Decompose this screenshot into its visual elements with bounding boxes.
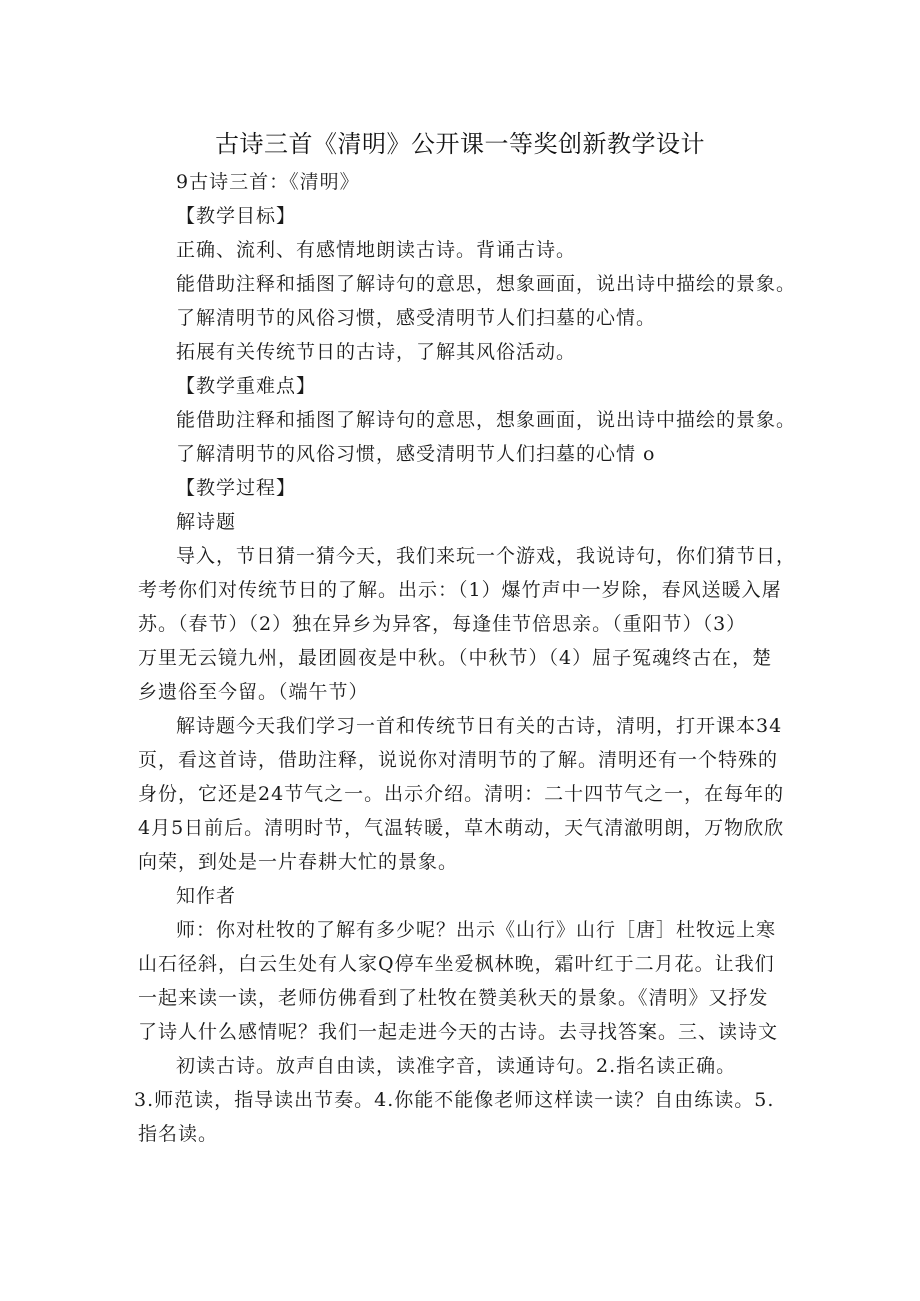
paragraph-line: 师：你对杜牧的了解有多少呢？出示《山行》山行［唐］杜牧远上寒 [176,919,777,941]
paragraph-line: 了解清明节的风俗习惯，感受清明节人们扫墓的心情 o [176,443,656,465]
paragraph-line: 能借助注释和插图了解诗句的意思，想象画面，说出诗中描绘的景象。 [176,409,797,431]
paragraph-line: 页，看这首诗，借助注释，说说你对清明节的了解。清明还有一个特殊的 [138,749,779,771]
paragraph-line: 身份，它还是24节气之一。出示介绍。清明：二十四节气之一，在每年的 [138,783,785,805]
section-heading-objectives: 【教学目标】 [176,205,297,227]
paragraph-line: 导入，节日猜一猜今天，我们来玩一个游戏，我说诗句，你们猜节日， [176,545,797,567]
paragraph-line: 向荣，到处是一片春耕大忙的景象。 [138,851,459,873]
section-heading-process: 【教学过程】 [176,477,297,499]
paragraph-line: 考考你们对传统节日的了解。出示：（1）爆竹声中一岁除，春风送暖入屠 [138,579,782,601]
section-heading-key-points: 【教学重难点】 [176,375,317,397]
paragraph-line: 4月5日前后。清明时节，气温转暖，草木萌动，天气清澈明朗，万物欣欣 [138,817,785,839]
paragraph-line: 指名读。 [138,1123,219,1145]
paragraph-line: 了诗人什么感情呢？我们一起走进今天的古诗。去寻找答案。三、读诗文 [138,1021,779,1043]
document-title: 古诗三首《清明》公开课一等奖创新教学设计 [215,130,705,158]
paragraph-line: 3.师范读，指导读出节奏。4.你能不能像老师这样读一读？自由练读。5. [134,1089,775,1111]
subheading-author: 知作者 [176,885,237,907]
paragraph-line: 苏。（春节）（2）独在异乡为异客，每逢佳节倍思亲。（重阳节）（3） [138,613,747,635]
paragraph-line: 山石径斜，白云生处有人家Q停车坐爱枫林晚，霜叶红于二月花。让我们 [138,953,775,975]
lesson-heading: 9古诗三首：《清明》 [176,171,360,193]
paragraph-line: 一起来读一读，老师仿佛看到了杜牧在赞美秋天的景象。《清明》又抒发 [138,987,769,1009]
paragraph-line: 初读古诗。放声自由读，读准字音，读通诗句。2.指名读正确。 [176,1055,737,1077]
paragraph-line: 万里无云镜九州，最团圆夜是中秋。（中秋节）（4）屈子冤魂终古在，楚 [138,647,773,669]
subheading-title-explain: 解诗题 [176,511,237,533]
paragraph-line: 拓展有关传统节日的古诗，了解其风俗活动。 [176,341,577,363]
paragraph-line: 乡遗俗至今留。（端午节） [138,681,369,703]
paragraph-line: 了解清明节的风俗习惯，感受清明节人们扫墓的心情。 [176,307,657,329]
paragraph-line: 正确、流利、有感情地朗读古诗。背诵古诗。 [176,239,577,261]
paragraph-line: 能借助注释和插图了解诗句的意思，想象画面，说出诗中描绘的景象。 [176,273,797,295]
paragraph-line: 解诗题今天我们学习一首和传统节日有关的古诗，清明，打开课本34 [176,715,783,737]
